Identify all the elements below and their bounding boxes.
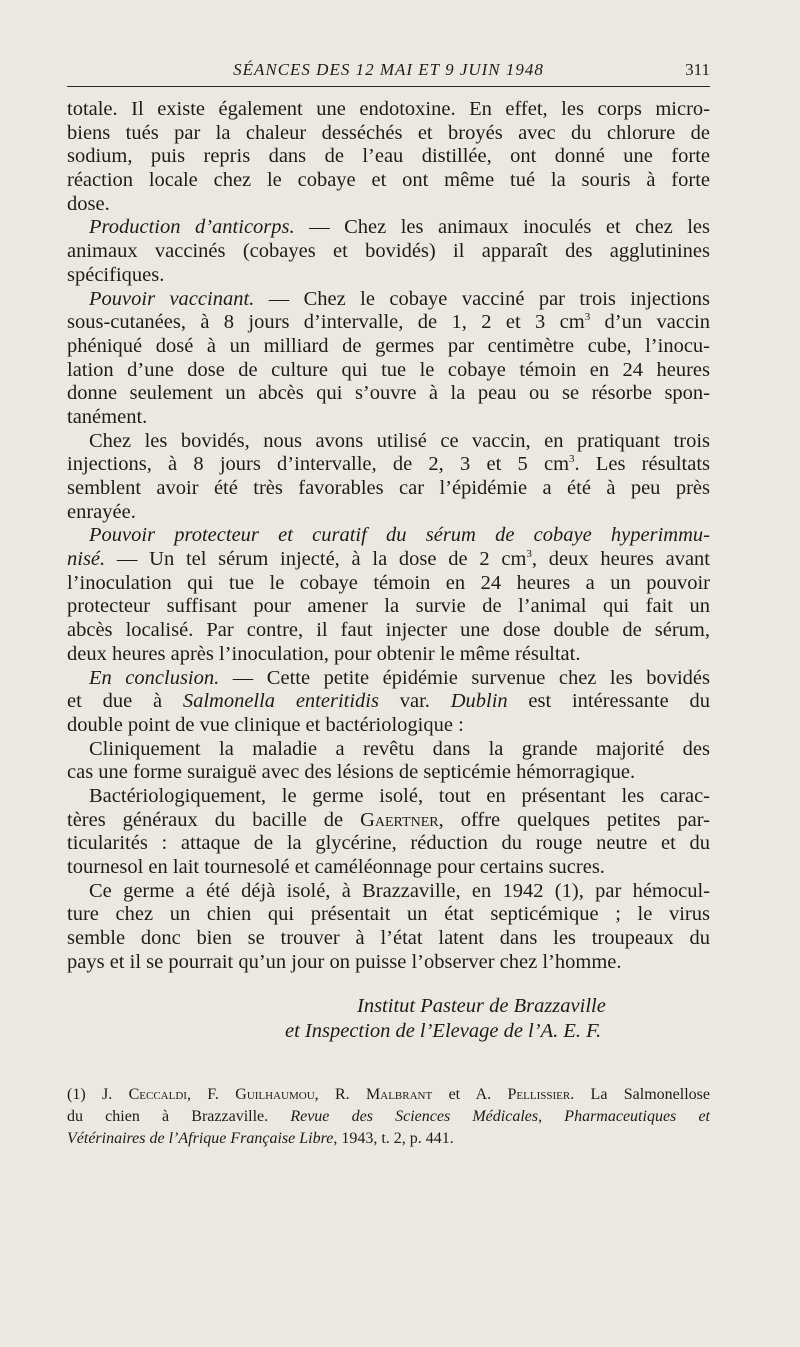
- text-line: totale. Il existe également une endotoxine. En effet, les corps micro-: [67, 98, 710, 120]
- text-line: [67, 524, 710, 548]
- footnote-line: Vétérinaires de l’Afrique Française Libre, 1943, t. 2, p. 441.: [67, 1130, 454, 1148]
- paragraph-conclusion: [67, 667, 710, 738]
- text-line: nisé. — Un tel sérum injecté, à la dose de 2 $cm^3$, deux heures avant: [67, 548, 711, 571]
- text-line: animaux vaccinés (cobayes et bovidés) il apparaît des agglutinines: [67, 240, 710, 263]
- footnote-line: (1) J. Ceccaldi, F. Guilhaumou, R. Malbrant et A. Pellissier. La Salmonellose: [67, 1086, 710, 1104]
- paragraph: [67, 738, 710, 785]
- text-line: Cliniquement la maladie a revêtu dans la grande majorité des: [89, 737, 710, 760]
- text-line: semble donc bien se trouver à l’état latent dans les troupeaux du: [67, 927, 710, 950]
- text-line: tanément.: [67, 405, 148, 428]
- paragraph-anticorps: [67, 216, 710, 287]
- paragraph: [67, 785, 710, 880]
- section-title: Production d’anticorps.: [89, 216, 295, 239]
- text-line: Pouvoir vaccinant. — Chez le cobaye vacciné par trois injections: [89, 287, 710, 310]
- text-line: Chez les bovidés, nous avons utilisé ce vaccin, en pratiquant trois: [89, 429, 710, 452]
- body-text: [67, 98, 710, 1150]
- text-line: réaction locale chez le cobaye et ont même tué la souris à forte: [67, 169, 710, 192]
- text-line: Bactériologiquement, le germe isolé, tout en présentant les carac-: [89, 784, 710, 807]
- text-line: et due à Salmonella enteritidis var. Dublin est intéressante du: [67, 690, 710, 713]
- running-header: [67, 58, 710, 87]
- text-line: sodium, puis repris dans de l’eau distillée, ont donné une forte: [67, 145, 710, 168]
- paragraph-vaccinant: [67, 288, 710, 430]
- paragraph: [67, 98, 710, 216]
- text-line: ture chez un chien qui présentait un état septicémique ; le virus: [67, 903, 710, 926]
- text-line: phéniqué dosé à un milliard de germes par centimètre cube, l’inocu-: [67, 334, 710, 357]
- section-title: Pouvoir vaccinant.: [89, 287, 255, 310]
- text-line: double point de vue clinique et bactériologique :: [67, 713, 464, 736]
- section-title: Pouvoir protecteur et curatif du sérum de cobaye hyperimmu-: [89, 524, 710, 547]
- signature-line-2: et Inspection de l’Elevage de l’A. E. F.: [285, 1020, 602, 1043]
- text-line: abcès localisé. Par contre, il faut injecter une dose double de sérum,: [67, 619, 710, 642]
- text-line: deux heures après l’inoculation, pour obtenir le même résultat.: [67, 642, 581, 665]
- text-line: Ce germe a été déjà isolé, à Brazzaville, en 1942 (1), par hémocul-: [89, 879, 710, 902]
- text-line: spécifiques.: [67, 263, 165, 286]
- text-line: pays et il se pourrait qu’un jour on puisse l’observer chez l’homme.: [67, 950, 622, 973]
- page-number: 311: [685, 60, 710, 79]
- signature-line-1: Institut Pasteur de Brazzaville: [357, 995, 606, 1018]
- paragraph: [67, 430, 710, 525]
- text-line: lation d’une dose de culture qui tue le cobaye témoin en 24 heures: [67, 358, 710, 381]
- text-line: semblent avoir été très favorables car l’épidémie a été à peu près: [67, 477, 710, 499]
- footnote-line: du chien à Brazzaville. Revue des Sciences Médicales, Pharmaceutiques et: [67, 1108, 710, 1126]
- text-line: enrayée.: [67, 500, 136, 523]
- text-line: biens tués par la chaleur desséchés et broyés avec du chlorure de: [67, 121, 710, 144]
- section-title: En conclusion.: [89, 666, 220, 689]
- text-line: dose.: [67, 192, 110, 215]
- text-line: protecteur suffisant pour amener la survie de l’animal qui fait un: [67, 595, 710, 618]
- text-line: sous-cutanées, à 8 jours d’intervalle, de 1, 2 et 3 $cm^3$ d’un vaccin: [67, 311, 710, 334]
- text-line: l’inoculation qui tue le cobaye témoin en 24 heures a un pouvoir: [67, 571, 710, 594]
- paragraph: [67, 880, 710, 975]
- running-title: SÉANCES DES 12 MAI ET 9 JUIN 1948: [233, 60, 544, 79]
- text-line: Production d’anticorps. — Chez les animaux inoculés et chez les: [89, 216, 710, 239]
- text-line: ticularités : attaque de la glycérine, réduction du rouge neutre et du: [67, 832, 710, 855]
- paragraph-serum: [67, 524, 710, 666]
- text-line: cas une forme suraiguë avec des lésions de septicémie hémorragique.: [67, 761, 636, 784]
- text-line: injections, à 8 jours d’intervalle, de 2, 3 et 5 $cm^3$. Les résultats: [67, 453, 710, 476]
- text-line: donne seulement un abcès qui s’ouvre à la peau ou se résorbe spon-: [67, 382, 710, 405]
- text-line: tères généraux du bacille de Gaertner, offre quelques petites par-: [67, 808, 710, 831]
- text-line: En conclusion. — Cette petite épidémie survenue chez les bovidés: [89, 666, 710, 689]
- text-line: tournesol en lait tournesolé et caméléonnage pour certains sucres.: [67, 856, 605, 878]
- footnote: [67, 1084, 710, 1150]
